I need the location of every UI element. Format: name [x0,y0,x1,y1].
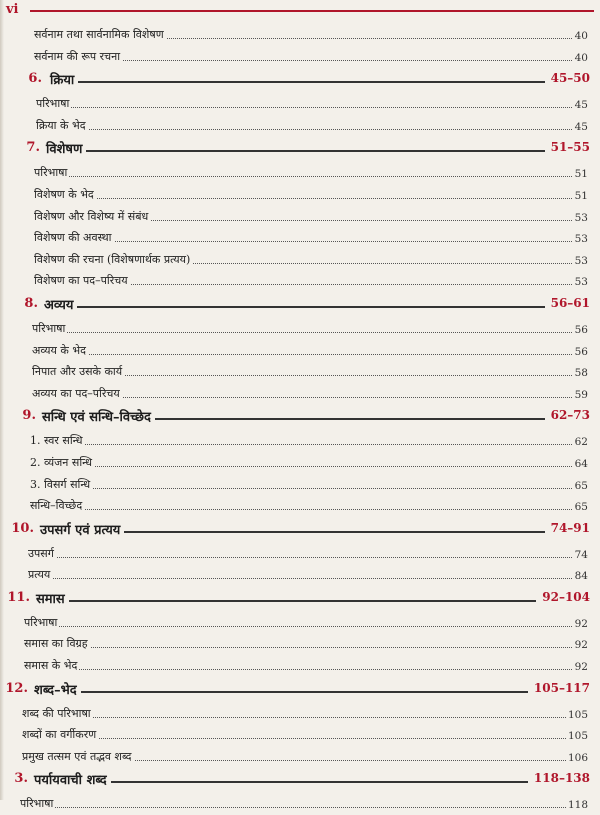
section-title: विशेषण [46,142,83,158]
toc-entry [0,793,600,815]
toc-entry [0,206,600,228]
entry-title: अव्यय के भेद [32,343,86,357]
section-title: सन्धि एवं सन्धि–विच्छेद [42,410,151,426]
toc-entry [0,184,600,206]
entry-page-number: 56 [574,345,588,358]
leader-dots [22,717,574,718]
section-heading [0,404,600,430]
entry-page-number: 59 [574,388,588,401]
section-page-range: 45–50 [550,71,590,86]
leader-dots [28,557,574,558]
section-heading [0,677,600,703]
entry-page-number: 45 [574,120,588,133]
entry-title: विशेषण और विशेष्य में संबंध [34,209,149,223]
section-number: 7. [26,140,40,156]
section-heading [0,67,600,93]
section-number: 3. [14,771,28,787]
toc-entry [0,495,600,517]
section-title: क्रिया [50,73,75,89]
toc-entry [0,46,600,68]
entry-title: सर्वनाम की रूप रचना [34,49,121,63]
section-title: उपसर्ग एवं प्रत्यय [40,522,121,538]
leader-dots [36,107,574,108]
toc-entry [0,430,600,452]
entry-page-number: 53 [574,211,588,224]
page-header [0,0,600,26]
toc-entry [0,724,600,746]
leader-dots [22,738,574,739]
entry-page-number: 84 [574,570,588,583]
entry-title: शब्दों का वर्गीकरण [22,728,97,742]
section-rule [155,418,545,420]
section-number: 11. [7,589,30,605]
entry-title: 1. स्वर सन्धि [30,434,83,448]
section-number: 9. [22,408,36,424]
entry-page-number: 51 [574,168,588,181]
entry-page-number: 64 [574,457,588,470]
toc-entry [0,318,600,340]
entry-page-number: 105 [567,730,588,743]
entry-page-number: 92 [574,617,588,630]
section-heading [0,586,600,612]
entry-page-number: 106 [567,751,588,764]
entry-page-number: 45 [574,99,588,112]
toc-entry [0,564,600,586]
leader-dots [24,647,574,648]
toc-entry [0,227,600,249]
entry-title: प्रत्यय [28,568,51,582]
entry-page-number: 65 [574,479,588,492]
section-rule [77,306,545,308]
section-rule [69,600,536,602]
section-page-range: 105–117 [533,680,590,695]
toc-entry [0,703,600,725]
entry-page-number: 118 [567,799,588,812]
leader-dots [28,578,574,579]
toc-entry [0,612,600,634]
section-page-range: 118–138 [533,771,590,786]
entry-title: सर्वनाम तथा सार्वनामिक विशेषण [34,28,164,41]
section-page-range: 92–104 [542,589,590,604]
entry-page-number: 51 [574,189,588,202]
toc-entry [0,452,600,474]
entry-title: प्रमुख तत्सम एवं तद्भव शब्द [22,749,132,763]
entry-page-number: 92 [574,639,588,652]
section-title: पर्यायवाची शब्द [34,773,107,789]
entry-title: अव्यय का पद–परिचय [32,386,120,400]
section-rule [86,150,545,152]
toc-entry [0,340,600,362]
header-rule [30,10,594,12]
section-rule [124,531,545,533]
section-page-range: 56–61 [550,295,590,310]
entry-title: 3. विसर्ग सन्धि [30,477,91,491]
entry-title: सन्धि–विच्छेद [30,499,83,513]
entry-title: उपसर्ग [28,546,54,560]
section-rule [78,81,545,83]
section-heading [0,767,600,793]
toc-entry [0,24,600,46]
section-number: 10. [11,520,34,536]
entry-title: समास के भेद [24,659,78,673]
section-number: 8. [24,295,38,311]
entry-page-number: 56 [574,323,588,336]
table-of-contents [0,24,600,815]
leader-dots [32,332,574,333]
section-title: समास [36,591,65,607]
toc-entry [0,361,600,383]
leader-dots [34,241,574,242]
toc-entry [0,474,600,496]
entry-page-number: 40 [574,30,588,42]
section-title: शब्द–भेद [34,682,77,698]
entry-title: विशेषण की रचना (विशेषणार्थक प्रत्यय) [34,252,191,266]
toc-entry [0,249,600,271]
entry-title: शब्द की परिभाषा [22,706,91,720]
entry-title: परिभाषा [34,166,68,180]
entry-page-number: 62 [574,436,588,449]
section-number: 6. [28,71,42,87]
entry-title: परिभाषा [36,97,70,111]
leader-dots [32,354,574,355]
entry-page-number: 53 [574,254,588,267]
entry-title: परिभाषा [24,615,58,629]
section-heading [0,136,600,162]
section-page-range: 51–55 [550,140,590,155]
leader-dots [34,198,574,199]
entry-title: समास का विग्रह [24,637,88,651]
leader-dots [34,176,574,177]
toc-entry [0,746,600,768]
page-number: vi [6,2,19,17]
section-page-range: 62–73 [550,408,590,423]
toc-entry [0,383,600,405]
section-page-range: 74–91 [550,520,590,535]
leader-dots [20,807,574,808]
leader-dots [30,466,574,467]
entry-page-number: 40 [574,51,588,64]
section-rule [111,781,528,783]
entry-title: विशेषण के भेद [34,187,94,201]
leader-dots [36,129,574,130]
entry-page-number: 53 [574,233,588,246]
entry-title: विशेषण की अवस्था [34,231,112,245]
section-rule [81,691,528,693]
entry-title: परिभाषा [20,797,54,811]
section-title: अव्यय [44,297,74,313]
entry-page-number: 74 [574,548,588,561]
entry-title: क्रिया के भेद [36,118,86,132]
leader-dots [24,669,574,670]
section-number: 12. [5,680,28,696]
entry-title: 2. व्यंजन सन्धि [30,455,92,469]
toc-entry [0,633,600,655]
entry-page-number: 65 [574,501,588,514]
toc-entry [0,543,600,565]
leader-dots [30,444,574,445]
section-heading [0,517,600,543]
section-heading [0,292,600,318]
entry-title: निपात और उसके कार्य [32,365,123,379]
leader-dots [30,488,574,489]
toc-entry [0,115,600,137]
entry-page-number: 53 [574,276,588,289]
entry-page-number: 58 [574,367,588,380]
toc-entry [0,270,600,292]
toc-entry [0,655,600,677]
entry-page-number: 92 [574,661,588,674]
leader-dots [30,509,574,510]
entry-title: विशेषण का पद–परिचय [34,274,128,288]
entry-title: परिभाषा [32,321,66,335]
leader-dots [24,626,574,627]
entry-page-number: 105 [567,708,588,721]
toc-entry [0,162,600,184]
toc-entry [0,93,600,115]
